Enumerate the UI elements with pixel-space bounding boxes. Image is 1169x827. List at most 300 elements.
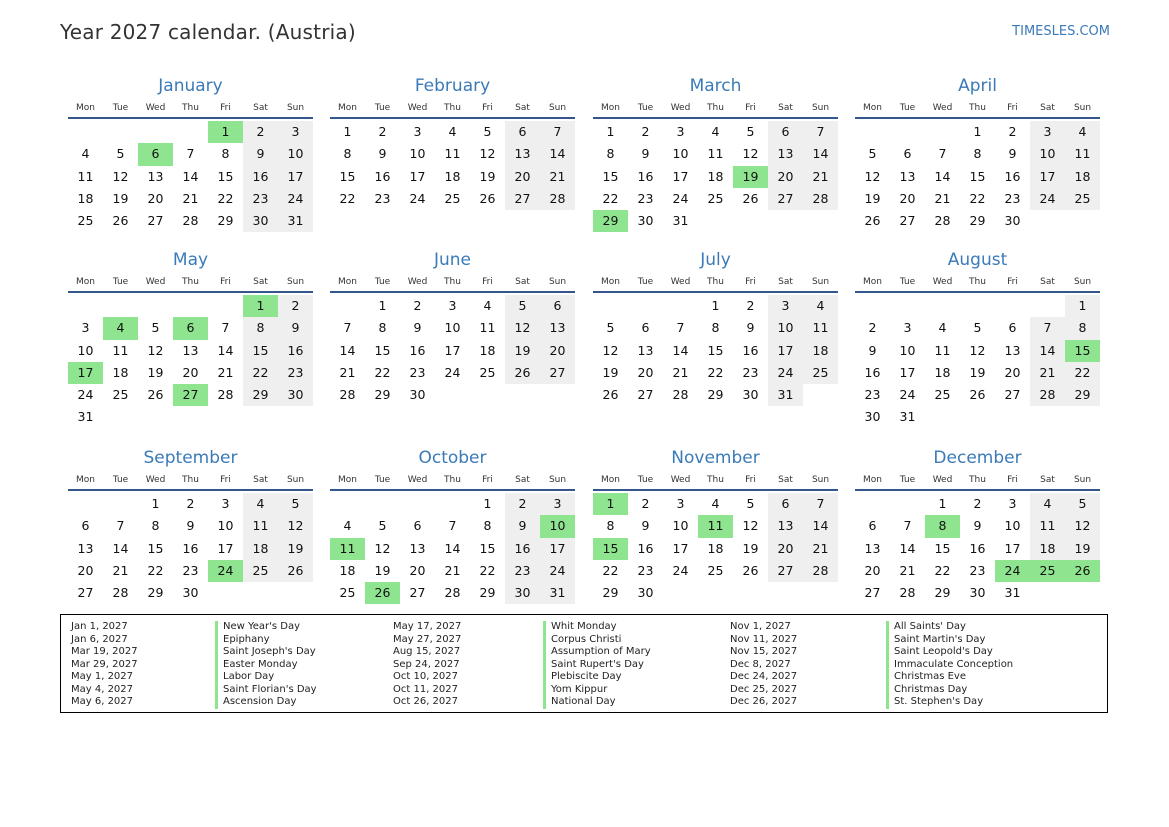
month-name: March xyxy=(689,76,742,96)
day-cell: 22 xyxy=(147,562,164,578)
weekday-label: Thu xyxy=(969,277,986,287)
day-cell: 24 xyxy=(672,190,689,206)
day-cell: 7 xyxy=(540,121,575,143)
day-cell: 13 xyxy=(899,168,916,184)
day-cell: 16 xyxy=(278,340,313,362)
week-row xyxy=(593,210,838,232)
holiday-names-column xyxy=(886,621,1013,709)
week-row xyxy=(68,317,313,339)
week-row xyxy=(855,188,1100,210)
empty-cell xyxy=(1030,295,1065,317)
empty-cell xyxy=(803,210,838,232)
holiday-date: Nov 15, 2027 xyxy=(730,646,798,657)
day-cell: 24 xyxy=(444,364,461,380)
day-cell: 7 xyxy=(803,121,838,143)
holiday-date: May 6, 2027 xyxy=(71,696,134,707)
day-cell: 7 xyxy=(676,320,685,336)
day-cell: 14 xyxy=(1030,340,1065,362)
weekday-header xyxy=(593,99,838,119)
week-row xyxy=(68,295,313,317)
holiday-name: Yom Kippur xyxy=(551,683,608,695)
day-cell: 18 xyxy=(243,538,278,560)
day-cell: 6 xyxy=(173,317,208,339)
day-cell: 28 xyxy=(339,387,356,403)
day-cell: 9 xyxy=(186,518,195,534)
week-row xyxy=(855,166,1100,188)
day-cell: 24 xyxy=(77,387,94,403)
day-cell: 7 xyxy=(938,146,947,162)
week-row xyxy=(593,538,838,560)
day-cell: 18 xyxy=(707,540,724,556)
weekday-header xyxy=(593,273,838,293)
day-cell: 23 xyxy=(182,562,199,578)
day-cell: 10 xyxy=(1004,518,1021,534)
weekday-label: Thu xyxy=(707,103,724,113)
week-row xyxy=(330,188,575,210)
holiday-name: Whit Monday xyxy=(551,621,617,632)
week-row xyxy=(68,384,313,406)
week-row xyxy=(68,493,313,515)
day-cell: 23 xyxy=(742,364,759,380)
empty-cell xyxy=(803,582,838,604)
weekday-label: Wed xyxy=(670,277,691,287)
day-cell: 1 xyxy=(938,496,947,511)
day-cell: 22 xyxy=(339,190,356,206)
weekday-label: Thu xyxy=(707,277,724,287)
day-cell: 22 xyxy=(243,362,278,384)
empty-cell xyxy=(68,493,103,515)
holiday-names-column xyxy=(215,621,317,709)
empty-cell xyxy=(1065,210,1100,232)
weekday-label: Sun xyxy=(811,277,830,287)
weekday-label: Sat xyxy=(515,277,530,287)
day-cell: 26 xyxy=(147,387,164,403)
day-cell: 13 xyxy=(505,143,540,165)
day-cell: 3 xyxy=(676,496,685,511)
empty-cell xyxy=(803,384,838,406)
weekday-label: Tue xyxy=(637,475,654,485)
weekday-label: Fri xyxy=(745,475,756,485)
empty-cell xyxy=(208,295,243,317)
day-cell: 11 xyxy=(330,538,365,560)
day-cell: 23 xyxy=(409,364,426,380)
day-cell: 12 xyxy=(505,317,540,339)
day-cell: 8 xyxy=(925,515,960,537)
day-cell: 3 xyxy=(676,124,685,139)
day-cell: 4 xyxy=(1065,121,1100,143)
day-cell: 15 xyxy=(602,168,619,184)
day-cell: 27 xyxy=(505,188,540,210)
day-cell: 9 xyxy=(641,146,650,162)
day-cell: 4 xyxy=(103,317,138,339)
holiday-name: Easter Monday xyxy=(223,658,298,670)
weekday-label: Mon xyxy=(601,103,620,113)
weekday-label: Wed xyxy=(145,103,166,113)
day-cell: 8 xyxy=(711,320,720,336)
day-cell: 14 xyxy=(182,168,199,184)
day-cell: 30 xyxy=(969,585,986,601)
day-cell: 5 xyxy=(151,320,160,336)
day-cell: 19 xyxy=(1065,538,1100,560)
weekday-label: Sun xyxy=(811,475,830,485)
weekday-label: Thu xyxy=(444,103,461,113)
empty-cell xyxy=(855,493,890,515)
day-cell: 30 xyxy=(742,387,759,403)
day-cell: 15 xyxy=(339,168,356,184)
day-cell: 22 xyxy=(934,562,951,578)
day-cell: 30 xyxy=(637,213,654,229)
day-cell: 5 xyxy=(746,124,755,139)
holiday-date: Nov 1, 2027 xyxy=(730,621,791,632)
week-row xyxy=(855,295,1100,317)
day-cell: 12 xyxy=(602,342,619,358)
month-may xyxy=(68,248,313,429)
day-cell: 25 xyxy=(1065,188,1100,210)
day-cell: 19 xyxy=(602,364,619,380)
empty-cell xyxy=(540,384,575,406)
week-row xyxy=(593,340,838,362)
month-name: July xyxy=(700,250,731,270)
day-cell: 2 xyxy=(243,121,278,143)
empty-cell xyxy=(855,295,890,317)
day-cell: 13 xyxy=(768,515,803,537)
day-cell: 7 xyxy=(448,518,457,534)
day-cell: 4 xyxy=(448,124,457,139)
week-row xyxy=(330,166,575,188)
day-cell: 24 xyxy=(278,188,313,210)
day-cell: 23 xyxy=(637,562,654,578)
weekday-label: Sun xyxy=(548,103,567,113)
weekday-label: Mon xyxy=(76,277,95,287)
week-row xyxy=(330,121,575,143)
day-cell: 11 xyxy=(479,320,496,336)
day-cell: 17 xyxy=(278,166,313,188)
day-cell: 27 xyxy=(409,585,426,601)
day-cell: 10 xyxy=(672,146,689,162)
day-cell: 26 xyxy=(505,362,540,384)
day-cell: 2 xyxy=(641,496,650,511)
weekday-label: Sat xyxy=(1040,103,1055,113)
weekday-label: Wed xyxy=(407,475,428,485)
empty-cell xyxy=(103,295,138,317)
day-cell: 24 xyxy=(1030,188,1065,210)
holiday-date: Dec 26, 2027 xyxy=(730,696,798,707)
day-cell: 4 xyxy=(1030,493,1065,515)
day-cell: 21 xyxy=(339,364,356,380)
week-row xyxy=(68,210,313,232)
day-cell: 10 xyxy=(672,518,689,534)
weekday-header xyxy=(855,471,1100,491)
day-cell: 3 xyxy=(221,496,230,511)
month-name: September xyxy=(143,448,238,468)
weekday-label: Wed xyxy=(670,475,691,485)
day-cell: 8 xyxy=(221,146,230,162)
weekday-label: Sat xyxy=(253,277,268,287)
day-cell: 28 xyxy=(803,188,838,210)
empty-cell xyxy=(890,493,925,515)
day-cell: 21 xyxy=(934,190,951,206)
day-cell: 10 xyxy=(899,342,916,358)
day-cell: 1 xyxy=(343,124,352,139)
weekday-label: Sat xyxy=(778,475,793,485)
day-cell: 18 xyxy=(77,190,94,206)
week-row xyxy=(330,515,575,537)
day-cell: 7 xyxy=(343,320,352,336)
week-row xyxy=(68,582,313,604)
holiday-name: Epiphany xyxy=(223,633,270,645)
day-cell: 17 xyxy=(672,168,689,184)
day-cell: 8 xyxy=(1065,317,1100,339)
day-cell: 22 xyxy=(602,190,619,206)
day-cell: 4 xyxy=(243,493,278,515)
day-cell: 4 xyxy=(81,146,90,162)
day-cell: 15 xyxy=(147,540,164,556)
weekday-label: Mon xyxy=(601,475,620,485)
day-cell: 29 xyxy=(217,213,234,229)
day-cell: 13 xyxy=(1004,342,1021,358)
day-cell: 25 xyxy=(934,387,951,403)
empty-cell xyxy=(995,406,1030,428)
day-cell: 12 xyxy=(742,146,759,162)
day-cell: 22 xyxy=(479,562,496,578)
day-cell: 9 xyxy=(1008,146,1017,162)
weekday-header xyxy=(68,273,313,293)
day-cell: 7 xyxy=(1030,317,1065,339)
day-cell: 27 xyxy=(768,560,803,582)
empty-cell xyxy=(505,384,540,406)
day-cell: 31 xyxy=(540,582,575,604)
day-cell: 23 xyxy=(278,362,313,384)
day-cell: 3 xyxy=(768,295,803,317)
empty-cell xyxy=(890,121,925,143)
day-cell: 29 xyxy=(593,210,628,232)
month-name: August xyxy=(947,250,1008,270)
weekday-label: Thu xyxy=(707,475,724,485)
day-cell: 15 xyxy=(1065,340,1100,362)
holiday-date: Dec 24, 2027 xyxy=(730,671,798,682)
day-cell: 11 xyxy=(444,146,461,162)
weekday-label: Wed xyxy=(932,103,953,113)
holiday-name: New Year's Day xyxy=(223,621,301,632)
day-cell: 8 xyxy=(606,146,615,162)
week-row xyxy=(68,560,313,582)
week-row xyxy=(68,188,313,210)
day-cell: 24 xyxy=(995,560,1030,582)
holiday-dates-column xyxy=(71,621,138,709)
day-cell: 14 xyxy=(444,540,461,556)
weekday-header xyxy=(68,99,313,119)
day-cell: 14 xyxy=(934,168,951,184)
month-name: June xyxy=(433,250,472,270)
day-cell: 25 xyxy=(243,560,278,582)
day-cell: 28 xyxy=(112,585,129,601)
day-cell: 4 xyxy=(711,124,720,139)
day-cell: 1 xyxy=(711,298,720,313)
day-cell: 9 xyxy=(243,143,278,165)
day-cell: 2 xyxy=(1008,124,1017,139)
day-cell: 8 xyxy=(243,317,278,339)
holiday-name: Saint Joseph's Day xyxy=(223,646,316,657)
empty-cell xyxy=(1030,210,1065,232)
empty-cell xyxy=(400,493,435,515)
day-cell: 26 xyxy=(742,190,759,206)
day-cell: 15 xyxy=(934,540,951,556)
weekday-label: Wed xyxy=(932,277,953,287)
day-cell: 16 xyxy=(864,364,881,380)
day-cell: 5 xyxy=(483,124,492,139)
day-cell: 2 xyxy=(378,124,387,139)
day-cell: 1 xyxy=(208,121,243,143)
week-row xyxy=(855,340,1100,362)
week-row xyxy=(855,143,1100,165)
week-row xyxy=(855,210,1100,232)
holiday-name: Immaculate Conception xyxy=(894,658,1014,670)
day-cell: 6 xyxy=(641,320,650,336)
day-cell: 17 xyxy=(409,168,426,184)
weekday-header xyxy=(330,273,575,293)
day-cell: 7 xyxy=(903,518,912,534)
weekday-label: Wed xyxy=(407,103,428,113)
day-cell: 8 xyxy=(378,320,387,336)
empty-cell xyxy=(138,295,173,317)
empty-cell xyxy=(890,295,925,317)
day-cell: 15 xyxy=(243,340,278,362)
day-cell: 17 xyxy=(68,362,103,384)
day-cell: 23 xyxy=(864,387,881,403)
week-row xyxy=(855,515,1100,537)
empty-cell xyxy=(173,121,208,143)
weekday-label: Sun xyxy=(286,475,305,485)
day-cell: 20 xyxy=(768,538,803,560)
day-cell: 19 xyxy=(374,562,391,578)
week-row xyxy=(330,560,575,582)
week-row xyxy=(855,121,1100,143)
weekday-label: Mon xyxy=(338,475,357,485)
day-cell: 9 xyxy=(505,515,540,537)
empty-cell xyxy=(138,406,173,428)
holiday-name: Saint Florian's Day xyxy=(223,683,317,695)
day-cell: 3 xyxy=(540,493,575,515)
day-cell: 18 xyxy=(444,168,461,184)
weekday-label: Mon xyxy=(338,277,357,287)
day-cell: 11 xyxy=(243,515,278,537)
day-cell: 15 xyxy=(217,168,234,184)
day-cell: 9 xyxy=(641,518,650,534)
empty-cell xyxy=(208,582,243,604)
day-cell: 21 xyxy=(803,538,838,560)
holiday-date: May 1, 2027 xyxy=(71,671,134,682)
month-name: December xyxy=(933,448,1022,468)
day-cell: 25 xyxy=(112,387,129,403)
weekday-label: Fri xyxy=(220,475,231,485)
day-cell: 6 xyxy=(413,518,422,534)
day-cell: 16 xyxy=(409,342,426,358)
week-row xyxy=(855,384,1100,406)
day-cell: 16 xyxy=(742,342,759,358)
day-cell: 5 xyxy=(1065,493,1100,515)
holiday-name: Labor Day xyxy=(223,671,275,682)
week-row xyxy=(330,493,575,515)
day-cell: 11 xyxy=(1065,143,1100,165)
week-row xyxy=(593,317,838,339)
day-cell: 21 xyxy=(444,562,461,578)
month-august xyxy=(855,248,1100,429)
empty-cell xyxy=(365,493,400,515)
day-cell: 21 xyxy=(182,190,199,206)
day-cell: 30 xyxy=(243,210,278,232)
weekday-label: Fri xyxy=(220,103,231,113)
day-cell: 28 xyxy=(217,387,234,403)
holiday-date: Nov 11, 2027 xyxy=(730,633,798,645)
weekday-label: Sat xyxy=(515,103,530,113)
day-cell: 17 xyxy=(672,540,689,556)
holiday-name: Saint Rupert's Day xyxy=(551,658,644,670)
day-cell: 5 xyxy=(973,320,982,336)
day-cell: 13 xyxy=(182,342,199,358)
holiday-dates-column xyxy=(393,621,461,709)
weekday-label: Fri xyxy=(1007,475,1018,485)
day-cell: 11 xyxy=(77,168,94,184)
day-cell: 17 xyxy=(899,364,916,380)
day-cell: 13 xyxy=(77,540,94,556)
day-cell: 29 xyxy=(1065,384,1100,406)
weekday-label: Sun xyxy=(548,475,567,485)
day-cell: 15 xyxy=(374,342,391,358)
day-cell: 22 xyxy=(969,190,986,206)
week-row xyxy=(593,143,838,165)
empty-cell xyxy=(663,582,698,604)
day-cell: 10 xyxy=(768,317,803,339)
week-row xyxy=(855,582,1100,604)
holiday-date: Mar 29, 2027 xyxy=(71,658,138,670)
weekday-label: Mon xyxy=(601,277,620,287)
brand-link[interactable]: TIMESLES.COM xyxy=(1012,24,1110,39)
week-row xyxy=(593,188,838,210)
empty-cell xyxy=(68,121,103,143)
day-cell: 30 xyxy=(864,409,881,425)
weekday-label: Mon xyxy=(76,475,95,485)
day-cell: 18 xyxy=(707,168,724,184)
week-row xyxy=(68,143,313,165)
weekday-label: Tue xyxy=(899,277,916,287)
day-cell: 15 xyxy=(593,538,628,560)
day-cell: 4 xyxy=(803,295,838,317)
day-cell: 21 xyxy=(540,166,575,188)
day-cell: 29 xyxy=(934,585,951,601)
weekday-label: Fri xyxy=(482,475,493,485)
week-row xyxy=(593,560,838,582)
holiday-name: Saint Martin's Day xyxy=(894,633,986,645)
day-cell: 22 xyxy=(1065,362,1100,384)
day-cell: 23 xyxy=(505,560,540,582)
day-cell: 5 xyxy=(606,320,615,336)
day-cell: 6 xyxy=(505,121,540,143)
day-cell: 20 xyxy=(540,340,575,362)
empty-cell xyxy=(1030,582,1065,604)
day-cell: 8 xyxy=(483,518,492,534)
empty-cell xyxy=(173,406,208,428)
weekday-label: Sat xyxy=(1040,277,1055,287)
empty-cell xyxy=(925,121,960,143)
day-cell: 13 xyxy=(147,168,164,184)
day-cell: 13 xyxy=(409,540,426,556)
day-cell: 22 xyxy=(374,364,391,380)
day-cell: 28 xyxy=(899,585,916,601)
weekday-label: Wed xyxy=(670,103,691,113)
weekday-label: Wed xyxy=(145,475,166,485)
day-cell: 9 xyxy=(413,320,422,336)
day-cell: 19 xyxy=(742,540,759,556)
